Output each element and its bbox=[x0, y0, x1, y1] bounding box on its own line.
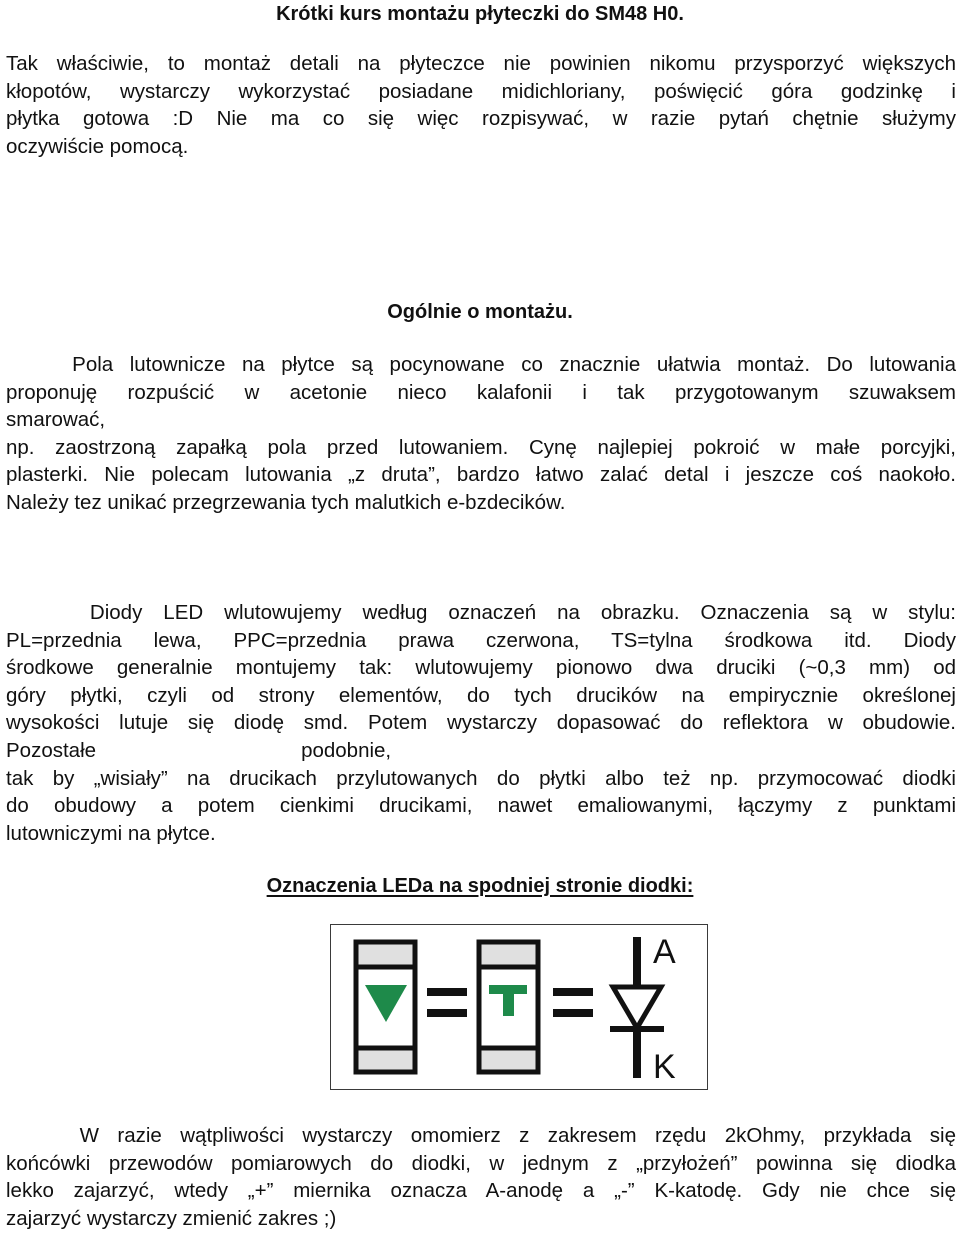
led-line: tak by „wisiały” na drucikach przylutowanych do płytki albo też np. przymocować diodki bbox=[6, 766, 956, 790]
ohmmeter-line: lekko zajarzyć, wtedy „+” miernika oznacza A-anodę a „-” K-katodę. Gdy nie chce się bbox=[6, 1179, 956, 1203]
led-line: Pozostałe podobnie, bbox=[6, 738, 392, 762]
general-line: Należy tez unikać przegrzewania tych malutkich e-bzdecików. bbox=[6, 490, 566, 514]
led-line: góry płytki, czyli od strony elementów, do tych drucików na empirycznie określonej bbox=[6, 683, 956, 707]
led-line: środkowe generalnie montujemy tak: wlutowujemy pionowo dwa druciki (~0,3 mm) od bbox=[6, 656, 956, 680]
section-heading-markings: Oznaczenia LEDa na spodniej stronie diodki: bbox=[266, 875, 694, 897]
general-line: smarować, bbox=[6, 408, 106, 432]
intro-line: płytka gotowa :D Nie ma co się więc rozpisywać, w razie pytań chętnie służymy bbox=[6, 107, 956, 131]
ohmmeter-line: zajarzyć wystarczy zmienić zakres ;) bbox=[6, 1206, 337, 1230]
anode-label: A bbox=[653, 933, 676, 971]
led-marking-diagram bbox=[331, 925, 707, 1089]
led-line: PL=przednia lewa, PPC=przednia prawa czerwona, TS=tylna środkowa itd. Diody bbox=[6, 628, 956, 652]
equals-sign-icon bbox=[553, 988, 593, 1017]
led-marking-figure bbox=[330, 924, 708, 1090]
led-line: wysokości lutuje się diodę smd. Potem wystarczy dopasować do reflektora w obudowie. bbox=[6, 711, 956, 735]
ohmmeter-paragraph bbox=[6, 1122, 956, 1232]
intro-paragraph bbox=[6, 50, 956, 160]
intro-line: oczywiście pomocą. bbox=[6, 134, 189, 158]
general-line: np. zaostrzoną zapałką pola przed lutowaniem. Cynę najlepiej pokroić w małe porcyjki, bbox=[6, 435, 956, 459]
intro-line: kłopotów, wystarczy wykorzystać posiadane midichloriany, poświęcić góra godzinkę i bbox=[6, 79, 956, 103]
ohmmeter-line: W razie wątpliwości wystarczy omomierz z zakresem rzędu 2kOhmy, przykłada się bbox=[6, 1124, 956, 1147]
led-triangle-marking bbox=[356, 942, 415, 1072]
led-paragraph bbox=[6, 599, 956, 847]
led-line: do obudowy a potem cienkimi drucikami, nawet emaliowanymi, łączymy z punktami bbox=[6, 794, 956, 818]
general-line: plasterki. Nie polecam lutowania „z druta”, bardzo łatwo zalać detal i jeszcze coś naokoło. bbox=[6, 463, 956, 487]
led-line: lutowniczymi na płytce. bbox=[6, 821, 216, 845]
section-heading-general: Ogólnie o montażu. bbox=[387, 301, 573, 323]
intro-line: Tak właściwie, to montaż detali na płyteczce nie powinien nikomu przysporzyć większych bbox=[6, 52, 956, 75]
general-line: Pola lutownicze na płytce są pocynowane co znacznie ułatwia montaż. Do lutowania bbox=[6, 353, 956, 376]
ohmmeter-line: końcówki przewodów pomiarowych do diodki, w jednym z „przyłożeń” powinna się diodka bbox=[6, 1151, 956, 1175]
document-title: Krótki kurs montażu płyteczki do SM48 H0. bbox=[276, 3, 684, 25]
general-paragraph bbox=[6, 351, 956, 517]
led-t-marking bbox=[479, 942, 538, 1072]
general-line: proponuję rozpuścić w acetonie nieco kalafonii i tak przygotowanym szuwaksem bbox=[6, 380, 956, 404]
cathode-label: K bbox=[653, 1048, 676, 1086]
led-line: Diody LED wlutowujemy według oznaczeń na obrazku. Oznaczenia są w stylu: bbox=[6, 601, 956, 624]
equals-sign-icon bbox=[427, 988, 467, 1017]
